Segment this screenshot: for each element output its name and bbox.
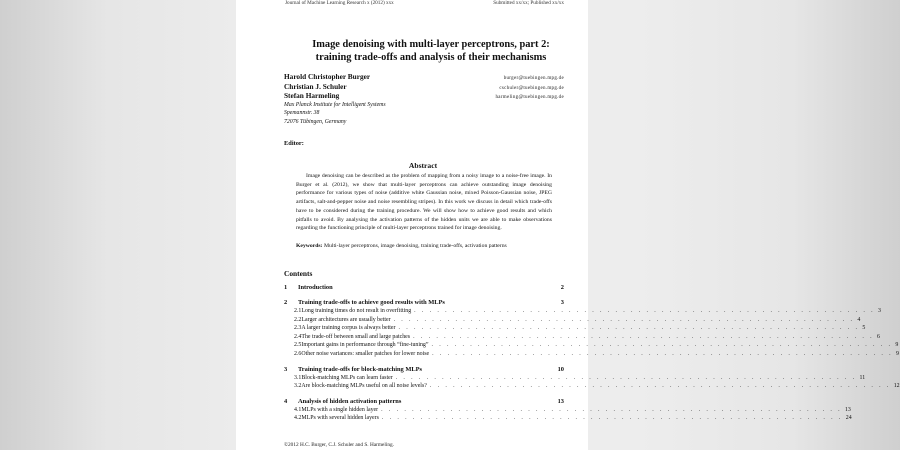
toc-subsection[interactable] (284, 342, 899, 351)
toc-section[interactable] (284, 284, 564, 293)
toc-section-number: 4 (284, 397, 288, 405)
paper-title (276, 39, 586, 64)
keywords (296, 242, 552, 251)
copyright-notice: ©2012 H.C. Burger, C.J. Schuler and S. Harmeling. (284, 442, 394, 448)
paper-page (236, 0, 900, 450)
author-name: Stefan Harmeling (284, 91, 340, 100)
author-name: Harold Christopher Burger (284, 72, 371, 81)
author-row (284, 82, 564, 92)
author-block (284, 72, 564, 127)
toc-subsection[interactable] (284, 406, 851, 416)
toc-leader-dots: . . . . . . . . . . . . . . . . . . . . . . . . . . . . . . . . . . . . . . . . . . . . . . . . . . . . . . . . . . . . (381, 406, 842, 413)
toc-subsection-number: 2.5 (294, 342, 302, 349)
toc-subsection-number: 2.3 (294, 325, 302, 332)
journal-header: Journal of Machine Learning Research x (2012) xxx (285, 0, 394, 6)
toc-subsection-number: 3.1 (294, 374, 302, 381)
toc-page-number: 3 (878, 308, 881, 314)
toc-subsection-title: Are block-matching MLPs useful on all noise levels? (301, 383, 427, 390)
toc-subsection-number: 2.2 (294, 316, 302, 323)
toc-subsection-number: 3.2 (294, 383, 302, 390)
toc-leader-dots: . . . . . . . . . . . . . . . . . . . . . . . . . . . . . . . . . . . . . . . . . . . . . . . . . . . . . . . . . . . . (414, 308, 876, 314)
author-row (284, 72, 564, 82)
toc-section-title: Training trade-offs to achieve good results with MLPs (298, 299, 445, 306)
toc-page-number: 12 (893, 383, 900, 390)
toc-leader-dots: . . . . . . . . . . . . . . . . . . . . . . . . . . . . . . . . . . . . . . . . . . . . . . . . . . . . . . . . . . . . (429, 383, 891, 390)
toc-page-number: 24 (845, 415, 852, 422)
toc-section-number: 3 (284, 365, 288, 373)
affiliation-street: Spemannstr. 38 (284, 110, 320, 117)
toc-page-number: 2 (560, 284, 564, 291)
toc-page-number: 3 (560, 299, 564, 306)
toc-subsection[interactable] (284, 325, 866, 334)
abstract-title: Abstract (408, 161, 438, 170)
toc-leader-dots: . . . . . . . . . . . . . . . . . . . . . . . . . . . . . . . . . . . . . . . . . . . . . . . . . . . . . . . . . . . . (413, 333, 874, 340)
toc-leader-dots: . . . . . . . . . . . . . . . . . . . . . . . . . . . . . . . . . . . . . . . . . . . . . . . . . . . . . . . . . . . . (381, 415, 843, 422)
toc-subsection-title: Other noise variances: smaller patches for lower noise (301, 350, 430, 357)
toc-section-title: Introduction (298, 284, 333, 291)
toc-page-number: 5 (862, 325, 866, 332)
toc-subsection-title: The trade-off between small and large patches (301, 333, 411, 340)
toc-page-number: 9 (895, 342, 899, 349)
toc-subsection-number: 4.1 (294, 406, 302, 413)
toc-section-number: 1 (284, 284, 288, 291)
toc-section[interactable] (284, 366, 564, 375)
toc-section[interactable] (284, 398, 564, 407)
toc-subsection-number: 2.4 (294, 333, 302, 340)
toc-section-title: Training trade-offs for block-matching MLPs (298, 365, 423, 373)
author-email: harmeling@tuebingen.mpg.de (495, 95, 564, 100)
submission-header: Submitted xx/xx; Published xx/xx (493, 0, 564, 6)
toc-leader-dots: . . . . . . . . . . . . . . . . . . . . . . . . . . . . . . . . . . . . . . . . . . . . . . . . . . . . . . . . . . . . (432, 350, 893, 357)
toc-subsection-title: Long training times do not result in overfitting (301, 308, 412, 314)
toc-section[interactable] (284, 299, 564, 308)
toc-page-number: 9 (895, 350, 899, 357)
toc-subsection-number: 2.6 (294, 350, 302, 357)
toc-subsection-title: MLPs with several hidden layers (301, 415, 379, 422)
toc-leader-dots: . . . . . . . . . . . . . . . . . . . . . . . . . . . . . . . . . . . . . . . . . . . . . . . . . . . . . . . . . . . . (395, 374, 857, 381)
toc-page-number: 6 (876, 333, 880, 340)
toc-subsection[interactable] (284, 316, 861, 326)
toc-subsection[interactable] (284, 415, 852, 424)
editor-label: Editor: (284, 140, 304, 147)
toc-page-number: 13 (557, 397, 564, 405)
author-email: cschuler@tuebingen.mpg.de (499, 85, 564, 91)
toc-subsection-title: A larger training corpus is always better (301, 325, 396, 332)
table-of-contents (284, 284, 900, 424)
toc-subsection-title: Block-matching MLPs can learn faster (301, 374, 393, 381)
affiliation-city: 72076 Tübingen, Germany (284, 119, 347, 126)
toc-leader-dots: . . . . . . . . . . . . . . . . . . . . . . . . . . . . . . . . . . . . . . . . . . . . . . . . . . . . . . . . . . . . (393, 316, 855, 323)
keywords-text: Multi-layer perceptrons, image denoising, training trade-offs, activation patterns (323, 243, 507, 249)
contents-title: Contents (284, 269, 313, 278)
author-name: Christian J. Schuler (284, 81, 347, 91)
toc-subsection-number: 4.2 (294, 415, 302, 422)
toc-subsection[interactable] (284, 308, 881, 317)
toc-subsection[interactable] (284, 383, 900, 392)
toc-page-number: 11 (859, 374, 866, 381)
toc-page-number: 4 (857, 316, 861, 323)
keywords-label: Keywords: (296, 243, 323, 249)
toc-page-number: 10 (557, 365, 564, 373)
toc-subsection-title: MLPs with a single hidden layer (301, 406, 379, 413)
abstract-text: Image denoising can be described as the problem of mapping from a noisy image to a noise-free image. In Burger et al. (2012), we show that multi-layer perceptrons can achieve outstanding image denoising performance for various types of noise (additive white Gaussian noise, mixed Poisson-Gaussian noise, JPEG artifacts, salt-and-pepper noise and noise resembling stripes). In this work we discuss in detail which trade-offs have to be considered during the training procedure. We will show how to achieve good results and which pitfalls to avoid. By analysing the activation patterns of the hidden units we are able to make observations regarding the functioning principle of multi-layer perceptrons trained for image denoising. (296, 173, 552, 232)
author-row (284, 91, 564, 101)
author-email: burger@tuebingen.mpg.de (503, 76, 564, 81)
toc-subsection-title: Important gains in performance through “fine-tuning” (301, 342, 429, 349)
toc-subsection[interactable] (284, 350, 899, 360)
toc-subsection-title: Larger architectures are usually better (301, 316, 391, 323)
affiliation-institute: Max Planck Institute for Intelligent Systems (284, 101, 386, 108)
title-line-2: training trade-offs and analysis of their mechanisms (315, 51, 547, 63)
toc-subsection-number: 2.1 (294, 308, 302, 314)
toc-subsection[interactable] (284, 374, 866, 384)
toc-section-number: 2 (284, 299, 288, 306)
toc-section-title: Analysis of hidden activation patterns (298, 397, 402, 405)
toc-leader-dots: . . . . . . . . . . . . . . . . . . . . . . . . . . . . . . . . . . . . . . . . . . . . . . . . . . . . . . . . . . . . (431, 342, 893, 349)
toc-leader-dots: . . . . . . . . . . . . . . . . . . . . . . . . . . . . . . . . . . . . . . . . . . . . . . . . . . . . . . . . . . . . (398, 325, 860, 332)
title-line-1: Image denoising with multi-layer perceptrons, part 2: (312, 39, 550, 50)
toc-page-number: 13 (844, 406, 851, 413)
